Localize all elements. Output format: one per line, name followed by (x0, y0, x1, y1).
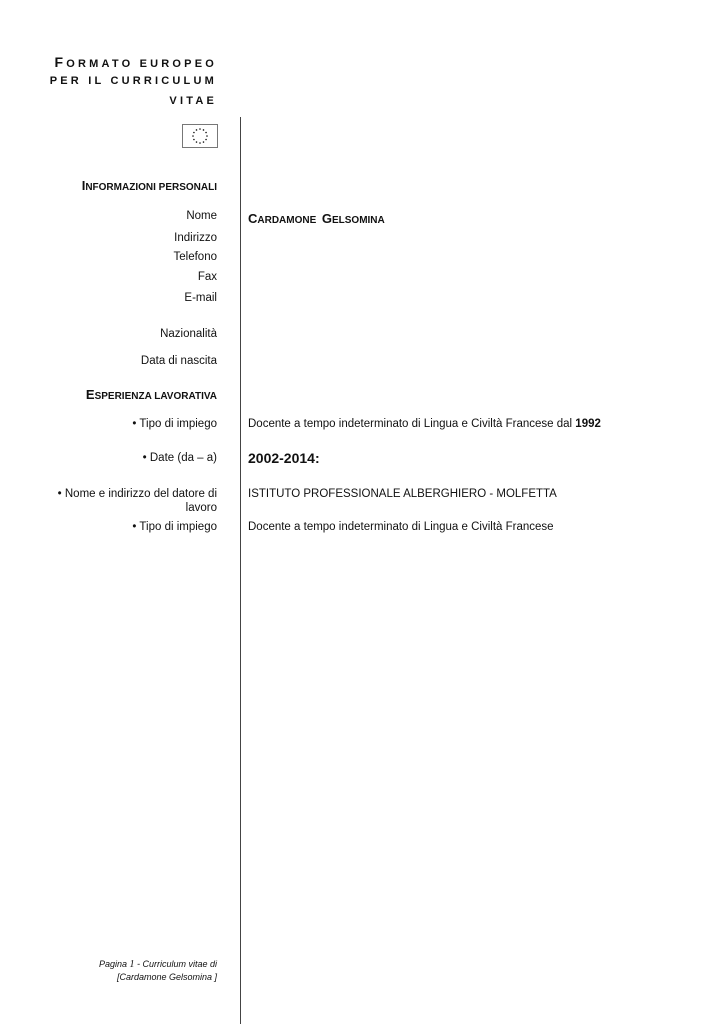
label-indirizzo: Indirizzo (174, 232, 217, 244)
flag-star (196, 141, 198, 143)
flag-star (205, 132, 207, 134)
flag-star (196, 129, 198, 131)
page-footer: Pagina 1 - Curriculum vitae di [Cardamone Gelsomina ] (98, 959, 217, 982)
cv-title-line-1: FORMATO EUROPEO (54, 54, 217, 70)
label-email: E-mail (184, 292, 217, 304)
label-tipo-impiego-1: • Tipo di impiego (132, 418, 217, 430)
flag-star (199, 142, 201, 144)
flag-star (205, 139, 207, 141)
eu-flag-icon (182, 124, 218, 148)
label-nazionalita: Nazionalità (160, 328, 217, 340)
cv-title-line-2: PER IL CURRICULUM (49, 75, 217, 87)
cv-title-line-3: VITAE (169, 95, 217, 107)
value-nome: CARDAMONE GELSOMINA (248, 211, 385, 226)
flag-star (206, 135, 208, 137)
flag-star (192, 135, 194, 137)
column-divider (240, 117, 241, 1024)
label-nome: Nome (186, 210, 217, 222)
section-heading-experience: ESPERIENZA LAVORATIVA (85, 387, 217, 402)
section-heading-personal-info: INFORMAZIONI PERSONALI (81, 178, 217, 193)
flag-star (203, 129, 205, 131)
label-fax: Fax (197, 271, 217, 283)
value-tipo-impiego-2: Docente a tempo indeterminato di Lingua e Civiltà Francese (248, 521, 554, 533)
flag-star (199, 128, 201, 130)
label-tipo-impiego-2: • Tipo di impiego (132, 521, 217, 533)
label-datore: • Nome e indirizzo del datore di lavoro (57, 488, 217, 514)
flag-star (193, 132, 195, 134)
label-date: • Date (da – a) (142, 452, 217, 464)
value-datore: ISTITUTO PROFESSIONALE ALBERGHIERO - MOLFETTA (248, 488, 557, 500)
flag-star (203, 141, 205, 143)
value-date: 2002-2014: (248, 450, 320, 466)
value-tipo-impiego-1: Docente a tempo indeterminato di Lingua e Civiltà Francese dal 1992 (248, 418, 601, 430)
label-data-nascita: Data di nascita (140, 355, 217, 367)
flag-star (193, 139, 195, 141)
label-telefono: Telefono (173, 251, 217, 263)
